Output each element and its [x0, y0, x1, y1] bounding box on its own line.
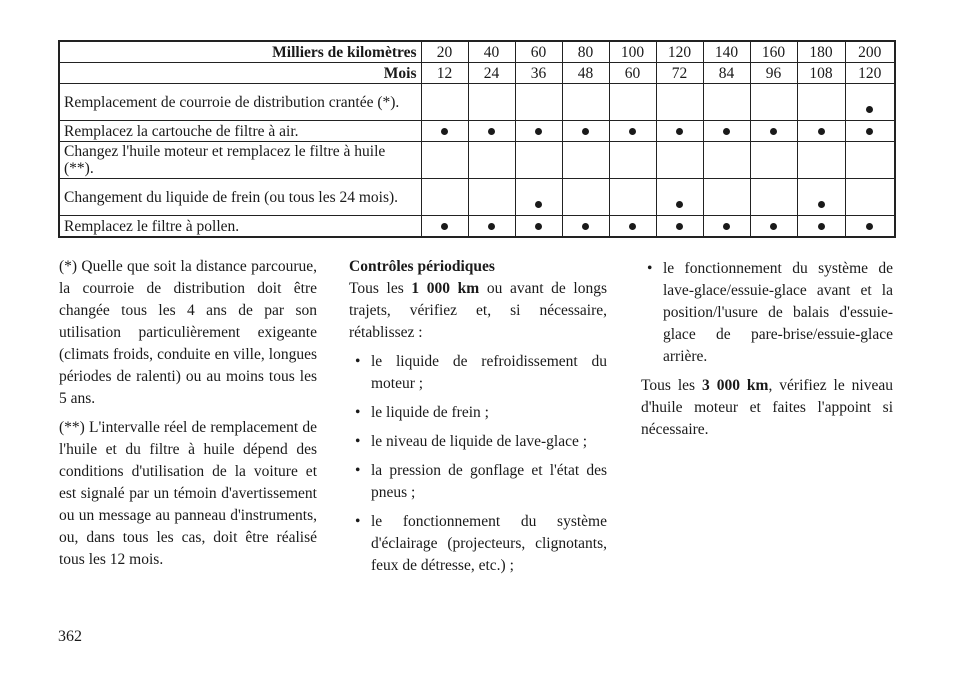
- schedule-cell: [421, 179, 468, 216]
- list-item: • la pression de gonflage et l'état des pneus ;: [349, 460, 607, 504]
- check-dot: [535, 201, 542, 208]
- schedule-cell: [656, 216, 703, 238]
- schedule-cell: [797, 121, 845, 142]
- schedule-cell: [515, 84, 562, 121]
- schedule-cell: [468, 216, 515, 238]
- km-value: 100: [609, 41, 656, 63]
- schedule-cell: [656, 121, 703, 142]
- schedule-cell: [703, 179, 750, 216]
- check-dot: [866, 128, 873, 135]
- schedule-cell: [656, 84, 703, 121]
- row-label: Remplacement de courroie de distribution crantée (*).: [59, 84, 421, 121]
- intro-text: Tous les: [349, 280, 412, 297]
- month-value: 48: [562, 63, 609, 84]
- schedule-cell: [797, 179, 845, 216]
- check-dot: [582, 223, 589, 230]
- month-value: 84: [703, 63, 750, 84]
- schedule-cell: [421, 216, 468, 238]
- schedule-cell: [797, 142, 845, 179]
- schedule-cell: [562, 216, 609, 238]
- checks-list-continued: [641, 258, 893, 368]
- check-dot: [866, 223, 873, 230]
- schedule-cell: [515, 121, 562, 142]
- intro-distance: 1 000 km: [411, 280, 480, 297]
- schedule-cell: [562, 179, 609, 216]
- schedule-cell: [750, 142, 797, 179]
- oil-level-paragraph: [641, 375, 893, 441]
- table-row: [59, 216, 895, 238]
- schedule-cell: [750, 216, 797, 238]
- list-item: • le fonctionnement du système d'éclairage (projecteurs, clignotants, feux de détresse, etc.) ;: [349, 511, 607, 577]
- month-value: 12: [421, 63, 468, 84]
- oil-text: Tous les: [641, 377, 703, 394]
- schedule-cell: [468, 142, 515, 179]
- check-dot: [818, 223, 825, 230]
- schedule-cell: [703, 216, 750, 238]
- schedule-cell: [515, 142, 562, 179]
- check-dot: [676, 223, 683, 230]
- schedule-cell: [845, 121, 895, 142]
- list-item: • le liquide de frein ;: [349, 402, 607, 424]
- month-value: 108: [797, 63, 845, 84]
- oil-distance: 3 000 km: [702, 377, 769, 394]
- row-label: Remplacez la cartouche de filtre à air.: [59, 121, 421, 142]
- schedule-cell: [515, 216, 562, 238]
- schedule-cell: [562, 121, 609, 142]
- schedule-cell: [609, 121, 656, 142]
- schedule-cell: [656, 179, 703, 216]
- check-dot: [441, 223, 448, 230]
- schedule-cell: [468, 121, 515, 142]
- km-value: 140: [703, 41, 750, 63]
- schedule-cell: [609, 179, 656, 216]
- check-dot: [818, 128, 825, 135]
- check-dot: [770, 128, 777, 135]
- check-dot: [770, 223, 777, 230]
- schedule-cell: [421, 142, 468, 179]
- row-label: Changement du liquide de frein (ou tous les 24 mois).: [59, 179, 421, 216]
- schedule-cell: [656, 142, 703, 179]
- schedule-cell: [703, 84, 750, 121]
- schedule-cell: [515, 179, 562, 216]
- km-value: 120: [656, 41, 703, 63]
- intro-text-rest: ou avant de longs trajets, vérifiez et, si nécessaire, rétablissez :: [349, 280, 607, 341]
- schedule-cell: [845, 216, 895, 238]
- maintenance-schedule-table: [58, 40, 896, 238]
- check-dot: [723, 223, 730, 230]
- oil-text-rest: , vérifiez le niveau d'huile moteur et faites l'appoint si nécessaire.: [641, 377, 893, 438]
- schedule-cell: [750, 179, 797, 216]
- list-item: • le liquide de refroidissement du moteur ;: [349, 351, 607, 395]
- schedule-cell: [468, 179, 515, 216]
- footnotes-column: [59, 256, 317, 578]
- check-dot: [535, 128, 542, 135]
- table-row: [59, 142, 895, 179]
- check-dot: [488, 128, 495, 135]
- schedule-cell: [703, 121, 750, 142]
- list-item: • le fonctionnement du système de lave-glace/essuie-glace avant et la position/l'usure de balais d'essuie-glace de pare-brise/essuie-glace arrière.: [641, 258, 893, 368]
- schedule-cell: [562, 84, 609, 121]
- month-value: 72: [656, 63, 703, 84]
- schedule-cell: [609, 84, 656, 121]
- footnote-oil-change: (**) L'intervalle réel de remplacement de l'huile et du filtre à huile dépend des conditions d'utilisation de la voiture et est signalé par un témoin d'avertissement ou un message au panneau d'instruments, ou, dans tous les cas, doit être réalisé tous les 12 mois.: [59, 419, 317, 568]
- km-value: 80: [562, 41, 609, 63]
- schedule-cell: [609, 142, 656, 179]
- schedule-cell: [468, 84, 515, 121]
- km-value: 200: [845, 41, 895, 63]
- check-dot: [723, 128, 730, 135]
- section-heading: Contrôles périodiques: [349, 258, 495, 275]
- schedule-cell: [845, 84, 895, 121]
- table-row: [59, 84, 895, 121]
- table-row: [59, 121, 895, 142]
- month-value: 60: [609, 63, 656, 84]
- check-dot: [488, 223, 495, 230]
- schedule-cell: [421, 121, 468, 142]
- check-dot: [629, 223, 636, 230]
- check-dot: [866, 106, 873, 113]
- header-months-label: Mois: [59, 63, 421, 84]
- km-value: 160: [750, 41, 797, 63]
- schedule-cell: [421, 84, 468, 121]
- checks-list: [349, 351, 607, 577]
- km-value: 180: [797, 41, 845, 63]
- km-value: 60: [515, 41, 562, 63]
- km-value: 40: [468, 41, 515, 63]
- row-label: Changez l'huile moteur et remplacez le filtre à huile (**).: [59, 142, 421, 179]
- periodic-checks-column: [349, 256, 607, 584]
- header-row-months: [59, 63, 895, 84]
- footnote-timing-belt: (*) Quelle que soit la distance parcourue, la courroie de distribution doit être changée tous les 4 ans de par son utilisation particulièrement exigeante (climats froids, conduite en ville, longues périodes de ralenti) ou au moins tous les 5 ans.: [59, 258, 317, 407]
- continued-column: [641, 256, 893, 448]
- intro-paragraph: [349, 278, 607, 344]
- header-km-label: Milliers de kilomètres: [59, 41, 421, 63]
- schedule-cell: [845, 179, 895, 216]
- check-dot: [676, 128, 683, 135]
- schedule-cell: [750, 121, 797, 142]
- month-value: 24: [468, 63, 515, 84]
- table-row: [59, 179, 895, 216]
- schedule-cell: [750, 84, 797, 121]
- schedule-cell: [562, 142, 609, 179]
- check-dot: [676, 201, 683, 208]
- schedule-cell: [703, 142, 750, 179]
- schedule-cell: [797, 84, 845, 121]
- page-number: 362: [58, 628, 82, 645]
- month-value: 120: [845, 63, 895, 84]
- check-dot: [535, 223, 542, 230]
- check-dot: [582, 128, 589, 135]
- month-value: 96: [750, 63, 797, 84]
- km-value: 20: [421, 41, 468, 63]
- check-dot: [629, 128, 636, 135]
- month-value: 36: [515, 63, 562, 84]
- list-item: • le niveau de liquide de lave-glace ;: [349, 431, 607, 453]
- header-row-km: [59, 41, 895, 63]
- row-label: Remplacez le filtre à pollen.: [59, 216, 421, 238]
- check-dot: [441, 128, 448, 135]
- check-dot: [818, 201, 825, 208]
- schedule-cell: [609, 216, 656, 238]
- schedule-cell: [797, 216, 845, 238]
- schedule-cell: [845, 142, 895, 179]
